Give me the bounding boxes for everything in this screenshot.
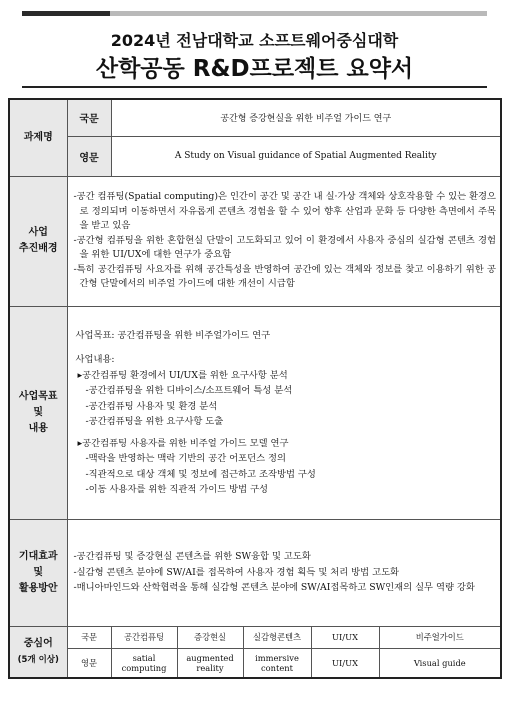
summary-table: [8, 98, 502, 679]
row-keywords-korean: [9, 626, 501, 648]
goals-label: [9, 306, 67, 519]
row-goals: [9, 306, 501, 519]
goals-content: [67, 306, 501, 519]
effects-line: -실감형 콘텐츠 분야에 SW/AI를 접목하여 사용자 경험 획득 및 처리 방법 고도화: [73, 566, 400, 578]
keywords-label-line1: 중심어: [23, 637, 53, 649]
project-name-label: 과제명: [9, 99, 67, 176]
keyword-korean: 비주얼가이드: [379, 626, 501, 648]
keywords-english-label: 영문: [67, 648, 111, 678]
goals-label-line1: 사업목표: [18, 390, 58, 402]
background-label-line2: 추진배경: [18, 243, 58, 254]
keyword-english: UI/UX: [311, 648, 379, 678]
effects-line: -공간컴퓨팅 및 증강현실 콘텐츠를 위한 SW융합 및 고도화: [73, 551, 311, 563]
keywords-label: [9, 626, 67, 678]
effects-line: -매니아마인드와 산학협력을 통해 실감형 콘텐츠 분야에 SW/AI접목하고 SW인재의 실무 역량 강화: [73, 582, 475, 594]
effects-label-line2: 및: [33, 566, 44, 578]
english-label: 영문: [67, 136, 111, 176]
document-title-line2: 산학공동 R&D프로젝트 요약서: [95, 56, 414, 82]
keyword-english: immersive content: [243, 648, 311, 678]
keyword-korean: 공간컴퓨팅: [111, 626, 177, 648]
background-line: -공간형 컴퓨팅을 위한 혼합현실 단말이 고도화되고 있어 이 환경에서 사용자 중심의 실감형 콘텐츠 경험을 위한 UI/UX에 대한 연구가 중요함: [73, 234, 496, 261]
section1-title: ▸공간컴퓨팅 환경에서 UI/UX를 위한 요구사항 분석: [77, 369, 288, 381]
row-project-english: [9, 136, 501, 176]
section2-item: -직관적으로 대상 객체 및 정보에 접근하고 조작방법 구성: [85, 468, 316, 480]
row-background: [9, 176, 501, 306]
background-content: [67, 176, 501, 306]
section1-item: -공간컴퓨팅을 위한 요구사항 도출: [85, 416, 224, 427]
effects-content: [67, 519, 501, 626]
background-line: -공간 컴퓨팅(Spatial computing)은 인간이 공간 및 공간 내 실·가상 객체와 상호작용할 수 있는 환경으로 정의되며 이동하면서 자유롭게 콘텐츠 경험을 할 수 있어 향후 산업과 문화 등 다양한 측면에서 주목을 받고 있음: [73, 190, 496, 232]
project-title-korean: 공간형 증강현실을 위한 비주얼 가이드 연구: [111, 99, 501, 136]
title-divider: [22, 86, 487, 88]
background-label: [9, 176, 67, 306]
keyword-english: Visual guide: [379, 648, 501, 678]
section1-item: -공간컴퓨팅 사용자 및 환경 분석: [85, 400, 218, 412]
section2-item: -맥락을 반영하는 맥락 기반의 공간 어포던스 정의: [85, 453, 286, 464]
goals-label-line2: 및: [33, 406, 44, 418]
section2-item: -이동 사용자를 위한 직관적 가이드 방법 구성: [85, 484, 269, 495]
keyword-english: augmented reality: [177, 648, 243, 678]
document-title-line1: 2024년 전남대학교 소프트웨어중심대학: [110, 31, 399, 50]
keywords-label-line2: (5개 이상): [17, 654, 59, 665]
row-keywords-english: [9, 648, 501, 678]
row-project-korean: [9, 99, 501, 136]
korean-label: 국문: [67, 99, 111, 136]
background-label-line1: 사업: [28, 227, 48, 238]
keyword-korean: 실감형콘텐츠: [243, 626, 311, 648]
project-title-english: A Study on Visual guidance of Spatial Augmented Reality: [111, 136, 501, 176]
content-heading: 사업내용:: [75, 354, 115, 365]
keyword-korean: UI/UX: [311, 626, 379, 648]
row-effects: [9, 519, 501, 626]
effects-label: [9, 519, 67, 626]
keywords-korean-label: 국문: [67, 626, 111, 648]
header-accent-bar: [22, 11, 110, 16]
effects-label-line3: 활용방안: [18, 582, 58, 594]
goals-label-line3: 내용: [28, 422, 48, 434]
section2-title: ▸공간컴퓨팅 사용자를 위한 비주얼 가이드 모델 연구: [77, 437, 289, 449]
keyword-korean: 증강현실: [177, 626, 243, 648]
effects-label-line1: 기대효과: [18, 550, 58, 562]
keyword-english: satial computing: [111, 648, 177, 678]
background-line: -특히 공간컴퓨팅 사요자를 위해 공간특성을 반영하여 공간에 있는 객체와 정보를 찾고 이용하기 위한 공간형 단말에서의 비주얼 가이드에 대한 개선이 시급함: [73, 263, 496, 290]
goal-statement: 사업목표: 공간컴퓨팅을 위한 비주얼가이드 연구: [75, 329, 271, 341]
section1-item: -공간컴퓨팅을 위한 디바이스/소프트웨어 특성 분석: [85, 385, 293, 396]
